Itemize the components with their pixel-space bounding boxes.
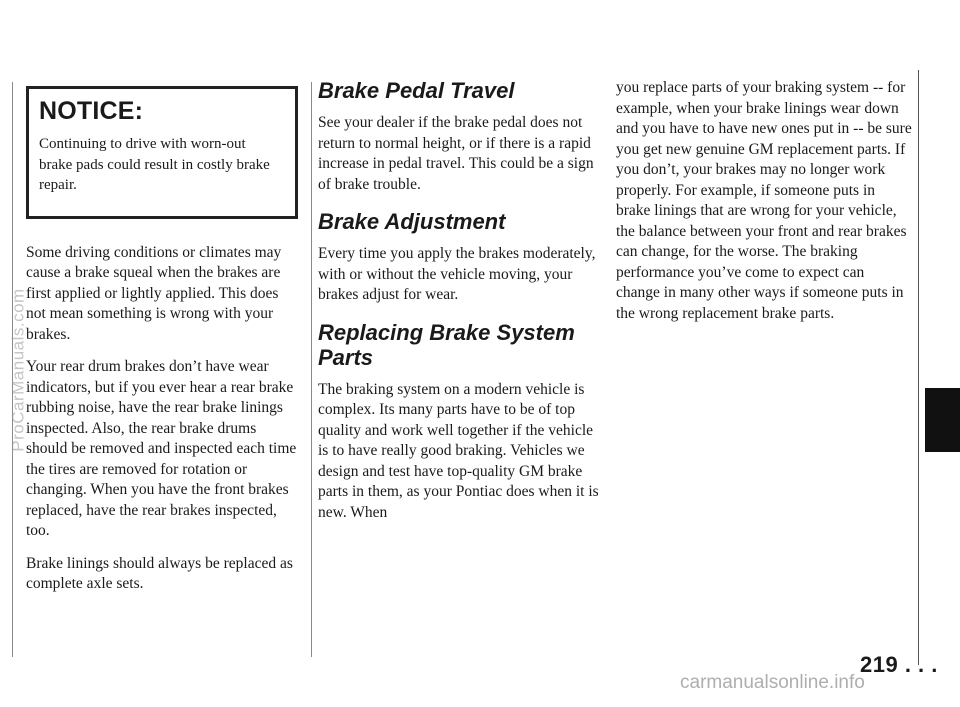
paragraph-replacing-brake-parts: The braking system on a modern vehicle is complex. Its many parts have to be of top quality and work well together if the vehicle is to have really good braking. Vehicles we design and test have top-quality GM brake parts in them, as your Pontiac does when it is new. When (318, 380, 599, 521)
page-number: 219 . . . (860, 652, 938, 677)
heading-replacing-brake-parts: Replacing Brake System Parts (318, 319, 575, 370)
paragraph-brake-squeal: Some driving conditions or climates may cause a brake squeal when the brakes are first applied or lightly applied. This does not mean something is wrong with your brakes. (26, 243, 282, 343)
right-column-rule (918, 70, 919, 665)
paragraph-axle-sets: Brake linings should always be replaced as complete axle sets. (26, 554, 293, 592)
notice-box (26, 86, 298, 219)
heading-brake-pedal-travel: Brake Pedal Travel (318, 78, 515, 103)
heading-brake-adjustment: Brake Adjustment (318, 209, 506, 234)
left-column (26, 86, 298, 607)
notice-title: NOTICE: (39, 97, 144, 125)
right-column (616, 78, 912, 336)
paragraph-brake-pedal-travel: See your dealer if the brake pedal does not return to normal height, or if there is a rapid increase in pedal travel. This could be a sign of brake trouble. (318, 114, 594, 193)
notice-body: Continuing to drive with worn-out brake pads could result in costly brake repair. (39, 136, 270, 193)
paragraph-brake-adjustment: Every time you apply the brakes moderately, with or without the vehicle moving, your brakes adjust for wear. (318, 245, 596, 303)
side-watermark (10, 225, 28, 515)
side-watermark-text: ProCarManuals.com (9, 288, 29, 452)
footer-watermark: carmanualsonline.info (680, 672, 865, 693)
section-tab-marker (925, 388, 960, 452)
middle-column-rule (311, 82, 312, 657)
paragraph-rear-drum-brakes: Your rear drum brakes don’t have wear indicators, but if you ever hear a rear brake rubbing noise, have the rear brake linings inspected. Also, the rear brake drums should be removed and inspected each time the tires are removed for rotation or changing. When you have the front brakes replaced, have the rear brakes inspected, too. (26, 358, 297, 539)
middle-column (318, 78, 602, 537)
paragraph-replacement-parts-continued: you replace parts of your braking system -- for example, when your brake linings wear down and you have to have new ones put in -- be sure you get new genuine GM replacement parts. If you don’t, your brakes may no longer work properly. For example, if someone puts in brake linings that are wrong for your vehicle, the balance between your front and rear brakes can change, for the worse. The braking performance you’ve come to expect can change in many other ways if someone puts in the wrong replacement brake parts. (616, 79, 912, 322)
